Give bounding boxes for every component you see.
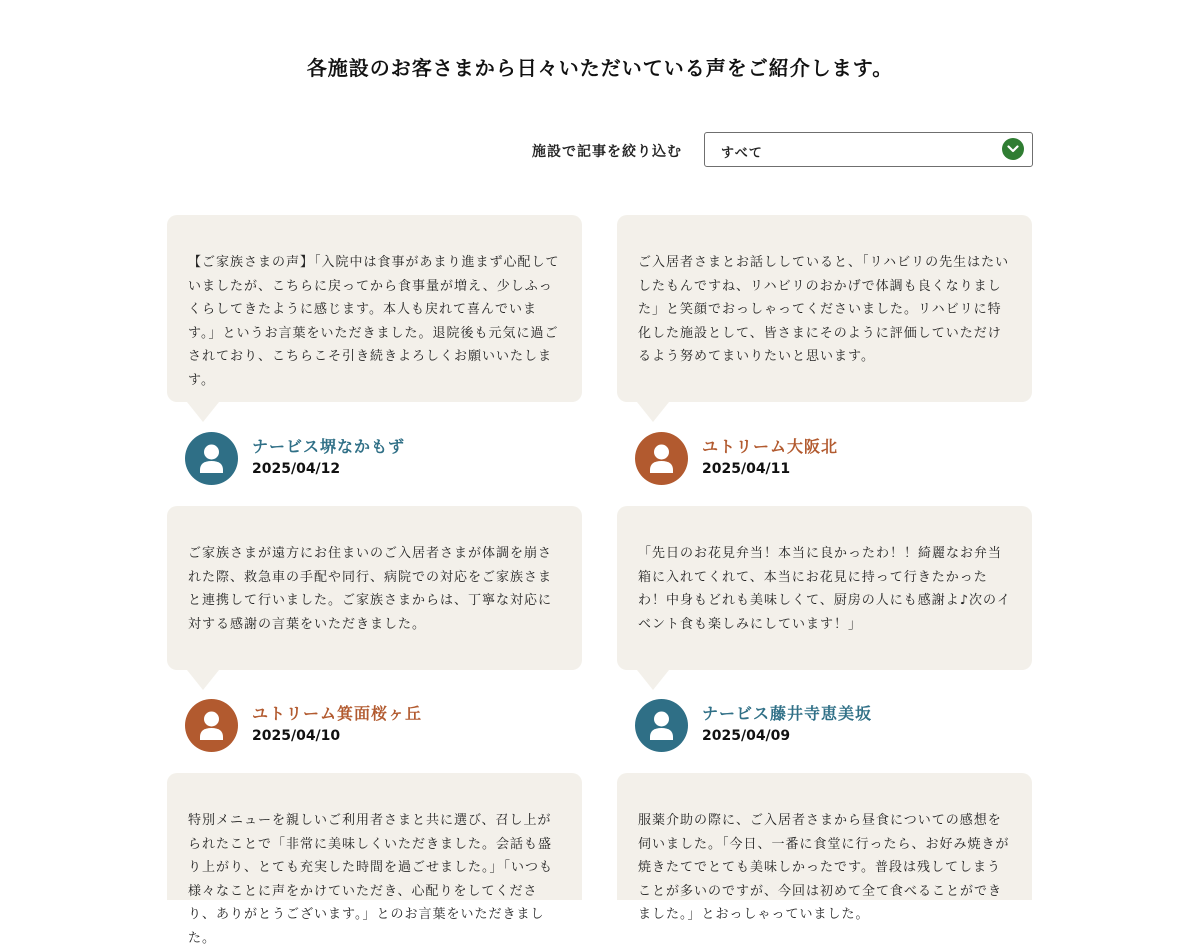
filter-label: 施設で記事を絞り込む	[532, 144, 682, 160]
facility-filter	[500, 132, 1033, 167]
voice-card	[617, 215, 1032, 490]
voice-card	[617, 773, 1032, 922]
bubble-tail	[637, 670, 669, 690]
voice-text: ご家族さまが遠方にお住まいのご入居者さまが体調を崩された際、救急車の手配や同行、病院での対応をご家族さまと連携して行いました。ご家族さまからは、丁寧な対応に対する感謝の言葉をいただきました。	[188, 546, 553, 632]
post-date: 2025/04/09	[702, 728, 791, 744]
post-date: 2025/04/12	[252, 461, 341, 477]
voice-author	[635, 432, 1030, 488]
voice-bubble	[617, 215, 1032, 402]
person-icon	[635, 699, 688, 752]
bubble-tail	[187, 670, 219, 690]
facility-select[interactable]	[704, 132, 1033, 167]
voice-card	[167, 506, 582, 758]
person-icon	[185, 699, 238, 752]
facility-link[interactable]: ナービス藤井寺恵美坂	[702, 704, 873, 723]
voice-author	[185, 699, 580, 755]
voice-text: 服薬介助の際に、ご入居者さまから昼食についての感想を伺いました。「今日、一番に食堂に行ったら、お好み焼きが焼きたてでとても美味しかったです。普段は残してしまうことが多いのですが、今回は初めて全て食べることができました。」とおっしゃっていました。	[638, 813, 1010, 922]
voice-card	[617, 506, 1032, 758]
page-intro: 各施設のお客さまから日々いただいている声をご紹介します。	[306, 56, 894, 80]
voice-text: 「先日のお花見弁当！本当に良かったわ！！綺麗なお弁当箱に入れてくれて、本当にお花見に持って行きたかったわ！中身もどれも美味しくて、厨房の人にも感謝よ♪次のイベント食も楽しみにしています！」	[638, 546, 1012, 632]
post-date: 2025/04/11	[702, 461, 791, 477]
facility-link[interactable]: ユトリーム大阪北	[702, 437, 839, 456]
voice-text: ご入居者さまとお話ししていると、「リハビリの先生はたいしたもんですね、リハビリのおかげで体調も良くなりました」と笑顔でおっしゃってくださいました。リハビリに特化した施設として、皆さまにそのように評価していただけるよう努めてまいりたいと思います。	[638, 255, 1010, 364]
voice-author	[185, 432, 580, 488]
facility-link[interactable]: ユトリーム箕面桜ヶ丘	[252, 704, 423, 723]
voice-bubble	[167, 506, 582, 670]
voice-bubble	[617, 773, 1032, 922]
voice-card	[167, 773, 582, 946]
facility-link[interactable]: ナービス堺なかもず	[252, 437, 406, 456]
voice-text: 【ご家族さまの声】「入院中は食事があまり進まず心配していましたが、こちらに戻ってから食事量が増え、少しふっくらしてきたように感じます。本人も戻れて喜んでいます。」というお言葉をいただきました。退院後も元気に過ごされており、こちらこそ引き続きよろしくお願いいたします。	[188, 255, 560, 388]
facility-select-value: すべて	[721, 146, 763, 161]
post-date: 2025/04/10	[252, 728, 341, 744]
person-icon	[185, 432, 238, 485]
person-icon	[635, 432, 688, 485]
voice-card	[167, 215, 582, 490]
voice-text: 特別メニューを親しいご利用者さまと共に選び、召し上がられたことで「非常に美味しくいただきました。会話も盛り上がり、とても充実した時間を過ごせました。」「いつも様々なことに声をかけていただき、心配りをしてくださり、ありがとうございます。」とのお言葉をいただきました。	[188, 813, 554, 946]
chevron-down-icon	[1002, 138, 1024, 160]
voice-bubble	[167, 215, 582, 402]
bubble-tail	[187, 402, 219, 422]
voice-bubble	[617, 506, 1032, 670]
voice-author	[635, 699, 1030, 755]
voice-bubble	[167, 773, 582, 946]
bubble-tail	[637, 402, 669, 422]
